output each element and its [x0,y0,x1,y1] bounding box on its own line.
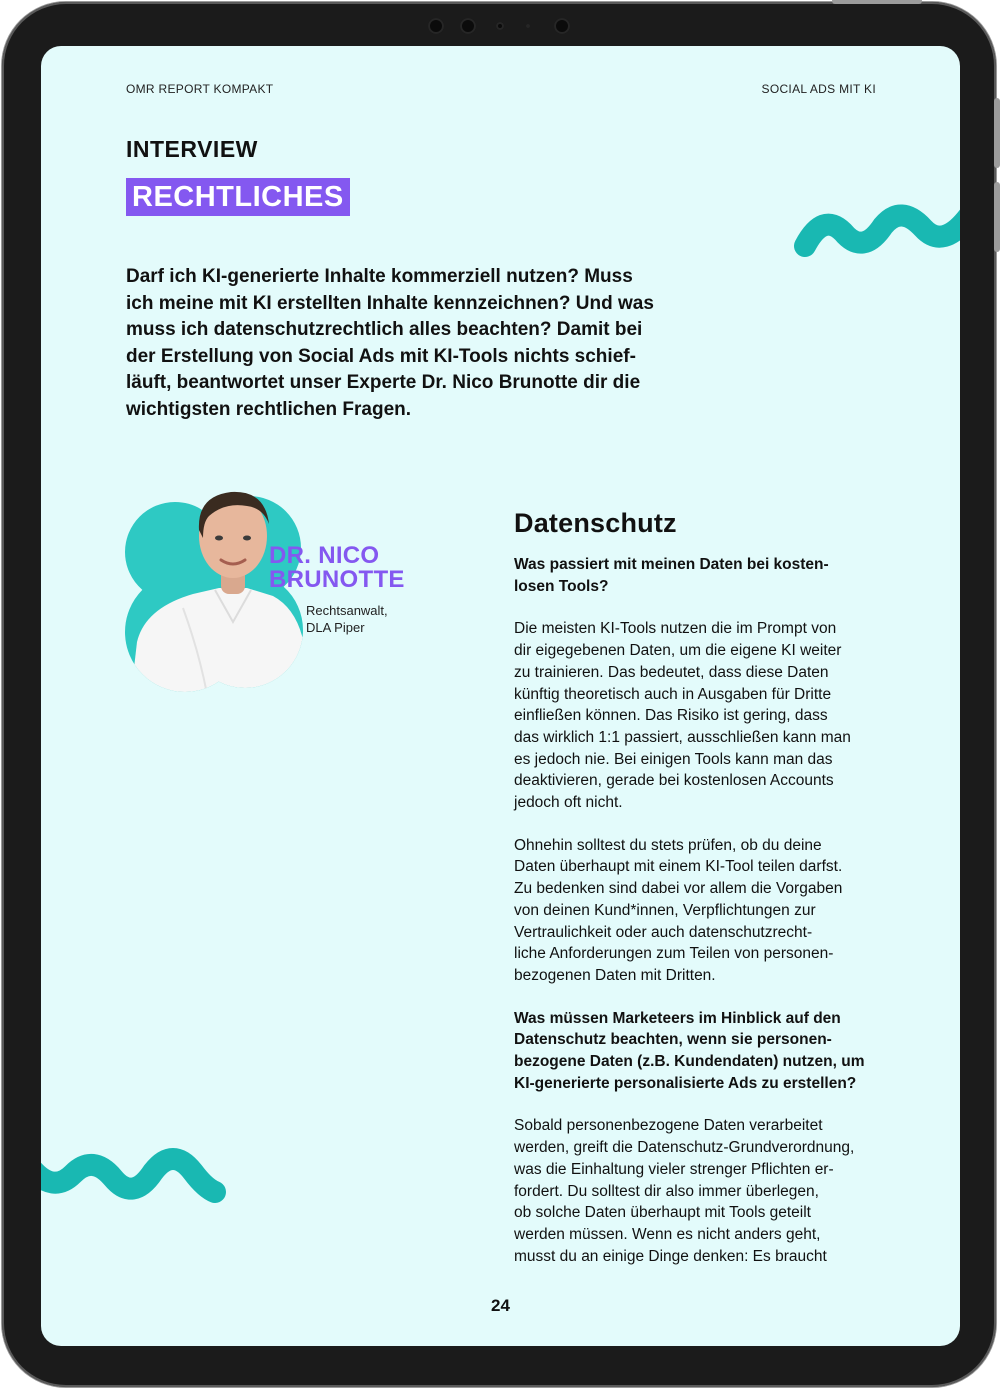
intro-line: läuft, beantwortet unser Experte Dr. Nico Brunotte dir die [126,372,641,393]
question-1 [514,554,876,597]
expert-card [123,482,423,692]
volume-up-button [994,98,1000,168]
wave-decoration-bottom-icon [41,1146,231,1216]
text-line: losen Tools? [514,577,609,595]
camera-lens-icon [554,18,570,34]
expert-role-line: Rechtsanwalt, [306,603,388,618]
wave-decoration-top-icon [791,196,960,266]
intro-line: ich meine mit KI erstellten Inhalte kennzeichnen? Und was [126,292,654,314]
topic-tag: RECHTLICHES [126,178,350,216]
text-line: bezogene Daten (z.B. Kundendaten) nutzen, um [514,1053,865,1071]
expert-name-line: BRUNOTTE [269,566,405,593]
text-line: Vertraulichkeit oder auch datenschutzrecht- [514,923,813,941]
text-line: zu trainieren. Das bedeutet, dass diese Daten [514,663,829,681]
text-line: Zu bedenken sind dabei vor allem die Vorgaben [514,880,843,898]
volume-down-button [994,182,1000,252]
text-line: einfließen können. Das Risiko ist gering, dass [514,707,828,725]
sensor-icon [460,18,476,34]
text-line: Die meisten KI-Tools nutzen die im Prompt von [514,620,837,638]
text-line: werden, greift die Datenschutz-Grundverordnung, [514,1139,855,1157]
camera-bar [422,14,582,36]
answer-paragraph-2 [514,835,876,987]
text-line: deaktivieren, gerade bei kostenlosen Accounts [514,772,834,790]
text-line: dir eigegebenen Daten, um die eigene KI weiter [514,642,842,660]
expert-role-line: DLA Piper [306,620,365,635]
text-line: künftig theoretisch auch in Ausgaben für Dritte [514,685,832,703]
text-line: bezogenen Daten mit Dritten. [514,966,716,984]
running-header-right: SOCIAL ADS MIT KI [761,82,876,96]
tablet-frame [2,2,996,1387]
text-line: das wirklich 1:1 passiert, ausschließen kann man [514,728,851,746]
intro-line: Darf ich KI-generierte Inhalte kommerziell nutzen? Muss [126,266,633,287]
intro-line: muss ich datenschutzrechtlich alles beachten? Damit bei [126,319,643,340]
text-line: Daten überhaupt mit einem KI-Tool teilen darfst. [514,858,843,876]
text-line: Was passiert mit meinen Daten bei kosten- [514,556,829,573]
section-kicker: INTERVIEW [126,136,258,162]
text-line: was die Einhaltung vieler strenger Pflichten er- [514,1160,834,1178]
text-line: Was müssen Marketeers im Hinblick auf den [514,1009,841,1027]
power-button [832,0,922,4]
question-2 [514,1008,876,1095]
page-number: 24 [491,1296,510,1315]
text-line: Sobald personenbezogene Daten verarbeitet [514,1117,823,1135]
text-line: Datenschutz beachten, wenn sie personen- [514,1031,832,1049]
intro-text [126,264,686,423]
text-line: es jedoch nie. Bei einigen Tools kann man das [514,750,833,768]
page[interactable] [41,46,960,1346]
camera-icon [428,18,444,34]
article-column [514,508,876,1288]
microphone-icon [526,24,530,28]
sensor-dot-icon [496,22,504,30]
expert-role [306,602,388,636]
section-title: Datenschutz [514,508,677,538]
text-line: KI-generierte personalisierte Ads zu erstellen? [514,1074,857,1092]
text-line: Ohnehin solltest du stets prüfen, ob du deine [514,836,822,854]
text-line: fordert. Du solltest dir also immer überlegen, [514,1182,819,1200]
expert-name [269,544,405,592]
answer-paragraph-1 [514,618,876,813]
text-line: jedoch oft nicht. [514,794,623,812]
intro-line: der Erstellung von Social Ads mit KI-Tools nichts schief- [126,345,636,367]
answer-paragraph-3 [514,1115,876,1267]
text-line: von deinen Kund*innen, Verpflichtungen zur [514,901,816,919]
expert-name-line: DR. NICO [269,542,380,569]
running-header-left: OMR REPORT KOMPAKT [126,82,274,96]
text-line: liche Anforderungen zum Teilen von personen- [514,945,834,963]
intro-line: wichtigsten rechtlichen Fragen. [126,398,412,420]
text-line: ob solche Daten überhaupt mit Tools geteilt [514,1204,811,1222]
text-line: werden müssen. Wenn es nicht anders geht, [514,1225,821,1243]
text-line: musst du an einige Dinge denken: Es braucht [514,1247,827,1265]
